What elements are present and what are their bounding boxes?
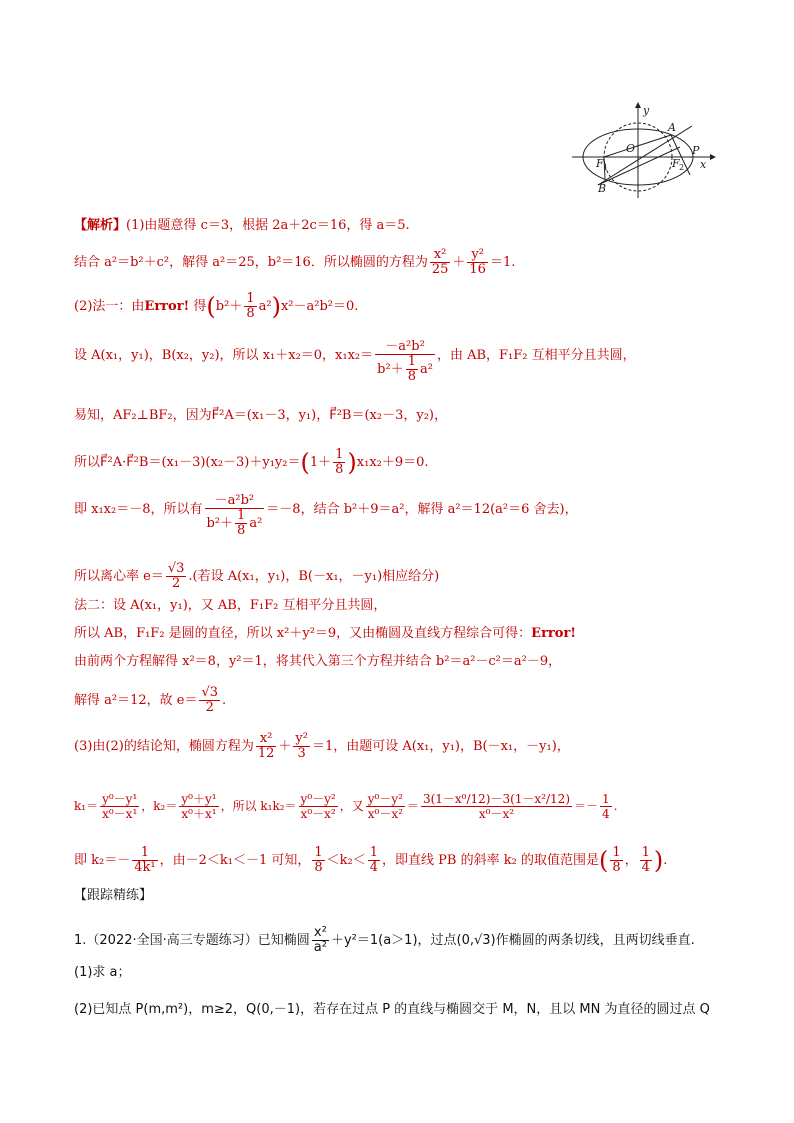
fraction: －a²b² b²＋ $\frac{1}{8}$ a² [206,493,263,538]
practice-heading: 【跟踪精练】 [74,888,153,903]
ellipse-figure [568,100,718,200]
practice-q1-part1: (1)求 a； [74,965,131,980]
fraction: $\frac{\text{y²}}{3}$ [295,731,308,761]
analysis-line-13: (3)由(2)的结论知，椭圆方程为 $\frac{\text{x²}}{12}$ ＋ $\frac{\text{y²}}{3}$ ＝1，由题可设 A(x₁，y₁)，B(－x₁，－y₁)， [74,731,570,761]
analysis-line-8: 所以离心率 e＝ $\frac{√3}{2}$ .(若设 A(x₁，y₁)，B(－x₁，－y₁)相应给分) [74,561,440,591]
fraction: $\frac{\text{y⁰－y¹}}{\text{x⁰－x¹}}$ [102,792,138,821]
analysis-line-15: 即 k₂＝－ $\frac{1}{\text{4k¹}}$ ，由－2＜k₁＜－1 可知， $\frac{1}{8}$ ＜k₂＜ $\frac{1}{4}$ ，即直线 PB 的斜率 k₂ 的取值范围是( $\frac{1}{8}$ ， $\frac{1}{4}$ ). [74,845,668,875]
fraction: $\frac{\text{3(1－x⁰/12)－3(1－x²/12)}}{\text{x⁰－x²}}$ [422,792,571,821]
fraction: $\frac{√3}{2}$ [167,561,185,591]
error-token: Error! [531,626,577,641]
fraction: $\frac{\text{y⁰＋y¹}}{\text{x⁰＋x¹}}$ [181,792,217,821]
practice-q1: 1.（2022·全国·高三专题练习）已知椭圆 $\frac{\text{x²}}{\text{a²}}$ ＋y²＝1(a＞1)，过点(0,√3)作椭圆的两条切线，且两切线垂直. [74,925,695,955]
label-x: x [700,158,707,171]
fraction: $\frac{1}{8}$ [612,845,621,875]
label-a: A [668,121,676,134]
analysis-line-2: 结合 a²＝b²＋c²，解得 a²＝25，b²＝16．所以椭圆的方程为 $\frac{\text{x²}}{25}$ ＋ $\frac{\text{y²}}{16}$ ＝1. [74,247,516,277]
fraction: $\frac{\text{y²}}{16}$ [469,247,486,277]
fraction: $\frac{\text{x²}}{\text{a²}}$ [313,925,327,955]
fraction: $\frac{√3}{2}$ [201,685,219,715]
fraction: $\frac{1}{8}$ [335,447,344,477]
fraction: $\frac{1}{\text{4k¹}}$ [134,845,156,875]
analysis-line-4: 设 A(x₁，y₁)，B(x₂，y₂)，所以 x₁＋x₂＝0，x₁x₂＝ －a²b² b²＋ $\frac{1}{8}$ a² ，由 AB，F₁F₂ 互相平分且共圆， [74,339,636,384]
analysis-line-11: 由前两个方程解得 x²＝8，y²＝1，将其代入第三个方程并结合 b²＝a²－c²＝a²－9， [74,654,562,669]
fraction: $\frac{\text{y⁰－y²}}{\text{x⁰－x²}}$ [300,792,336,821]
label-f1: F [596,157,604,170]
analysis-line-6: 所以F⃗²A·F⃗²B＝(x₁－3)(x₂－3)＋y₁y₂＝(1＋ $\frac{1}{8}$ )x₁x₂＋9＝0. [74,447,429,477]
fraction: $\frac{1}{8}$ [314,845,323,875]
fraction: $\frac{1}{4}$ [369,845,379,875]
analysis-line-7: 即 x₁x₂＝－8，所以有 －a²b² b²＋ $\frac{1}{8}$ a² ＝－8，结合 b²＋9＝a²，解得 a²＝12(a²＝6 舍去)， [74,493,578,538]
label-y: y [643,104,650,117]
practice-q1-part2: (2)已知点 P(m,m²)，m≥2，Q(0,－1)，若存在过点 P 的直线与椭圆交于 M，N，且以 MN 为直径的圆过点 Q [74,1002,710,1017]
analysis-line-3: (2)法一：由Error! 得(b²＋ $\frac{1}{8}$ a²)x²－a²b²＝0. [74,291,359,321]
analysis-line-1 [74,218,410,234]
fraction: $\frac{1}{4}$ [641,845,650,875]
analysis-line-9: 法二：设 A(x₁，y₁)，又 AB，F₁F₂ 互相平分且共圆， [74,598,387,613]
fraction: $\frac{1}{4}$ [602,792,610,821]
label-b: B [598,182,607,195]
text: 结合 a²＝b²＋c²，解得 a²＝25，b²＝16．所以椭圆的方程为 [74,255,428,270]
analysis-p1: (1)由题意得 c＝3，根据 2a＋2c＝16，得 a＝5. [126,218,410,233]
label-f2: F [672,157,680,170]
fraction: $\frac{\text{x²}}{25}$ [431,247,449,277]
error-token: Error! [144,299,190,314]
label-o: O [626,142,636,155]
fraction: $\frac{\text{y⁰－y²}}{\text{x⁰－x²}}$ [367,792,403,821]
label-f2-sub: 2 [679,163,685,172]
fraction: $\frac{1}{8}$ [246,291,255,321]
analysis-heading: 【解析】 [74,218,127,233]
fraction: －a²b² b²＋ $\frac{1}{8}$ a² [377,339,433,384]
analysis-line-10: 所以 AB，F₁F₂ 是圆的直径，所以 x²＋y²＝9，又由椭圆及直线方程综合可得：Error! [74,626,577,641]
analysis-line-14: k₁＝ $\frac{\text{y⁰－y¹}}{\text{x⁰－x¹}}$ ，k₂＝ $\frac{\text{y⁰＋y¹}}{\text{x⁰＋x¹}}$ ，所以 k₁k₂＝ $\frac{\text{y⁰－y²}}{\text{x⁰－x²}}$ ，又 $\frac{\text{y⁰－y²}}{\text{x⁰－x²}}$ ＝ $\frac{\text{3(1－x⁰/12)－3(1－x²/12)}}{\text{x⁰－x²}}$ ＝－ $\frac{1}{4}$ . [74,792,618,821]
label-p: P [692,144,700,157]
analysis-line-5: 易知，AF₂⊥BF₂，因为F⃗²A＝(x₁－3，y₁)，F⃗²B＝(x₂－3，y₂)， [74,408,447,423]
label-f1-sub: 1 [603,163,609,172]
fraction: $\frac{\text{x²}}{12}$ [257,731,275,761]
analysis-line-12: 解得 a²＝12，故 e＝ $\frac{√3}{2}$ . [74,685,227,715]
